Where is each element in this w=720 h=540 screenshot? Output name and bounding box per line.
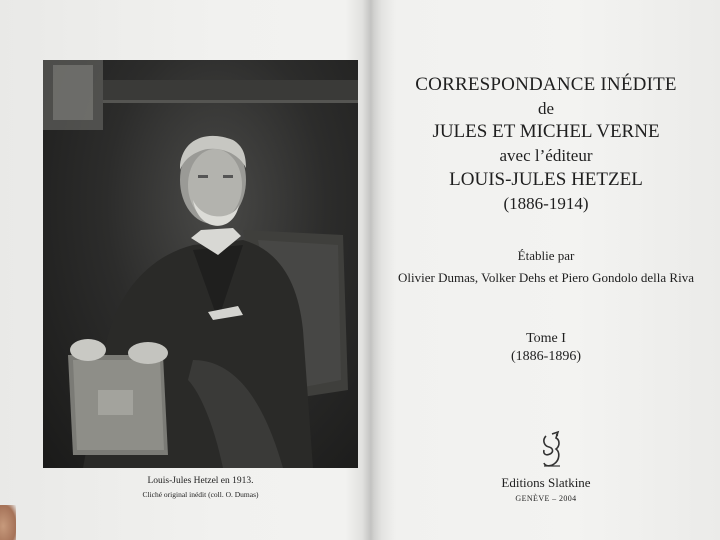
title-line-1: CORRESPONDANCE INÉDITE	[415, 74, 677, 95]
thumb-edge	[0, 505, 16, 540]
title-line-2: de	[537, 99, 555, 118]
volume-label: Tome I	[526, 331, 566, 346]
portrait-photo	[43, 60, 358, 468]
established-by: Établie par	[517, 248, 575, 263]
publisher-logo-icon	[538, 430, 566, 470]
volume-dates: (1886-1896)	[511, 349, 581, 364]
title-line-4: avec l’éditeur	[499, 146, 593, 165]
portrait-illustration	[43, 60, 358, 468]
publisher-name: Editions Slatkine	[501, 475, 591, 490]
photo-credit: Cliché original inédit (coll. O. Dumas)	[142, 490, 259, 499]
title-line-5: LOUIS-JULES HETZEL	[449, 169, 643, 190]
publication-place-year: GENÈVE – 2004	[515, 494, 577, 503]
authors: Olivier Dumas, Volker Dehs et Piero Gondolo della Riva	[398, 270, 694, 285]
photo-caption: Louis-Jules Hetzel en 1913.	[147, 476, 254, 486]
title-dates: (1886-1914)	[503, 194, 589, 213]
title-line-3: JULES ET MICHEL VERNE	[432, 121, 660, 142]
right-page	[372, 0, 720, 540]
